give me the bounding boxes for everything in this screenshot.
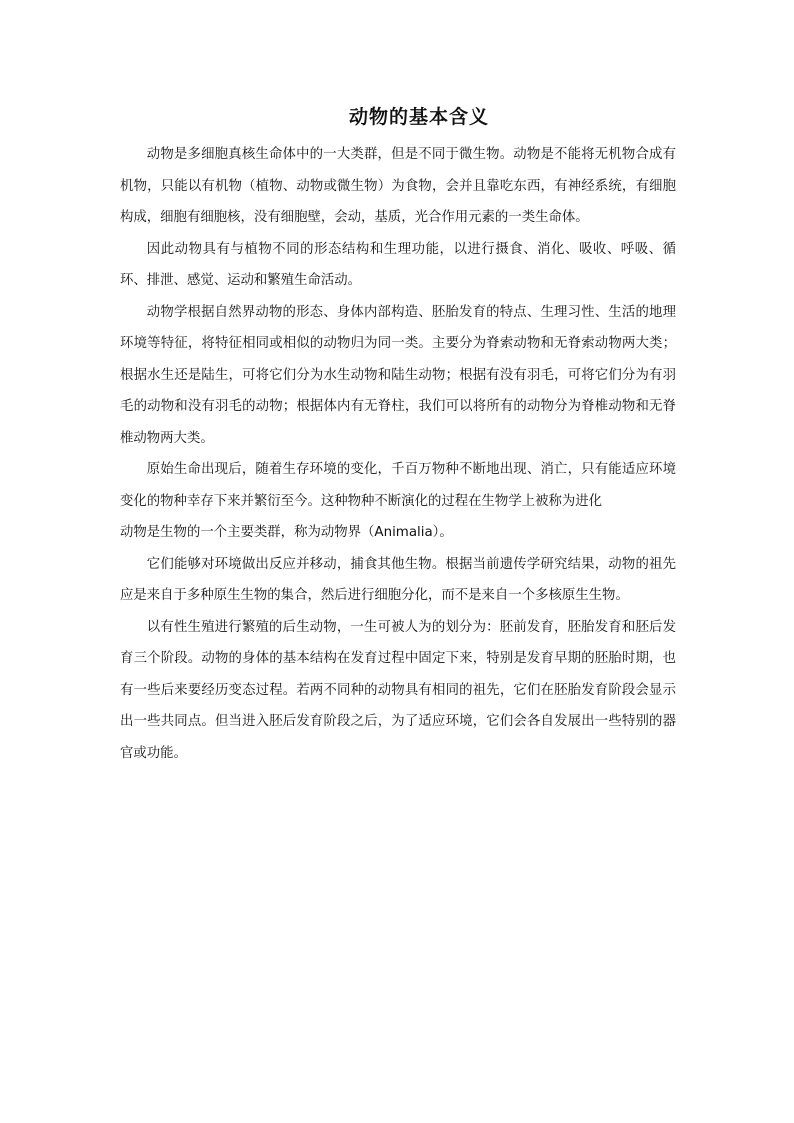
paragraph-evolution: 原始生命出现后，随着生存环境的变化，千百万物种不断地出现、消亡，只有能适应环境变化的物种幸存下来并繁衍至今。这种物种不断演化的过程在生物学上被称为进化 [120,462,676,509]
paragraph-definition: 动物是多细胞真核生命体中的一大类群，但是不同于微生物。动物是不能将无机物合成有机物，只能以有机物（植物、动物或微生物）为食物，会并且靠吃东西，有神经系统，有细胞构成，细胞有细胞核，没有细胞壁，会动，基质，光合作用元素的一类生命体。 [120,147,676,225]
document-body [120,139,676,769]
paragraph-classification: 动物学根据自然界动物的形态、身体内部构造、胚胎发育的特点、生理习性、生活的地理环境等特征，将特征相同或相似的动物归为同一类。主要分为脊索动物和无脊索动物两大类；根据水生还是陆生，可将它们分为水生动物和陆生动物；根据有没有羽毛，可将它们分为有羽毛的动物和没有羽毛的动物；根据体内有无脊柱，我们可以将所有的动物分为脊椎动物和无脊椎动物两大类。 [120,304,676,446]
paragraph-animalia: 动物是生物的一个主要类群，称为动物界（Animalia）。 [120,525,453,540]
paragraph-development: 以有性生殖进行繁殖的后生动物，一生可被人为的划分为：胚前发育，胚胎发育和胚后发育三个阶段。动物的身体的基本结构在发育过程中固定下来，特别是发育早期的胚胎时期，也有一些后来要经历变态过程。若两不同种的动物具有相同的祖先，它们在胚胎发育阶段会显示出一些共同点。但当进入胚后发育阶段之后，为了适应环境，它们会各自发展出一些特别的器官或功能。 [120,619,676,761]
page-title: 动物的基本含义 [348,106,489,128]
paragraph-functions: 因此动物具有与植物不同的形态结构和生理功能，以进行摄食、消化、吸收、呼吸、循环、排泄、感觉、运动和繁殖生命活动。 [120,241,676,288]
paragraph-ancestry: 它们能够对环境做出反应并移动，捕食其他生物。根据当前遗传学研究结果，动物的祖先应是来自于多种原生生物的集合，然后进行细胞分化，而不是来自一个多核原生生物。 [120,556,676,603]
